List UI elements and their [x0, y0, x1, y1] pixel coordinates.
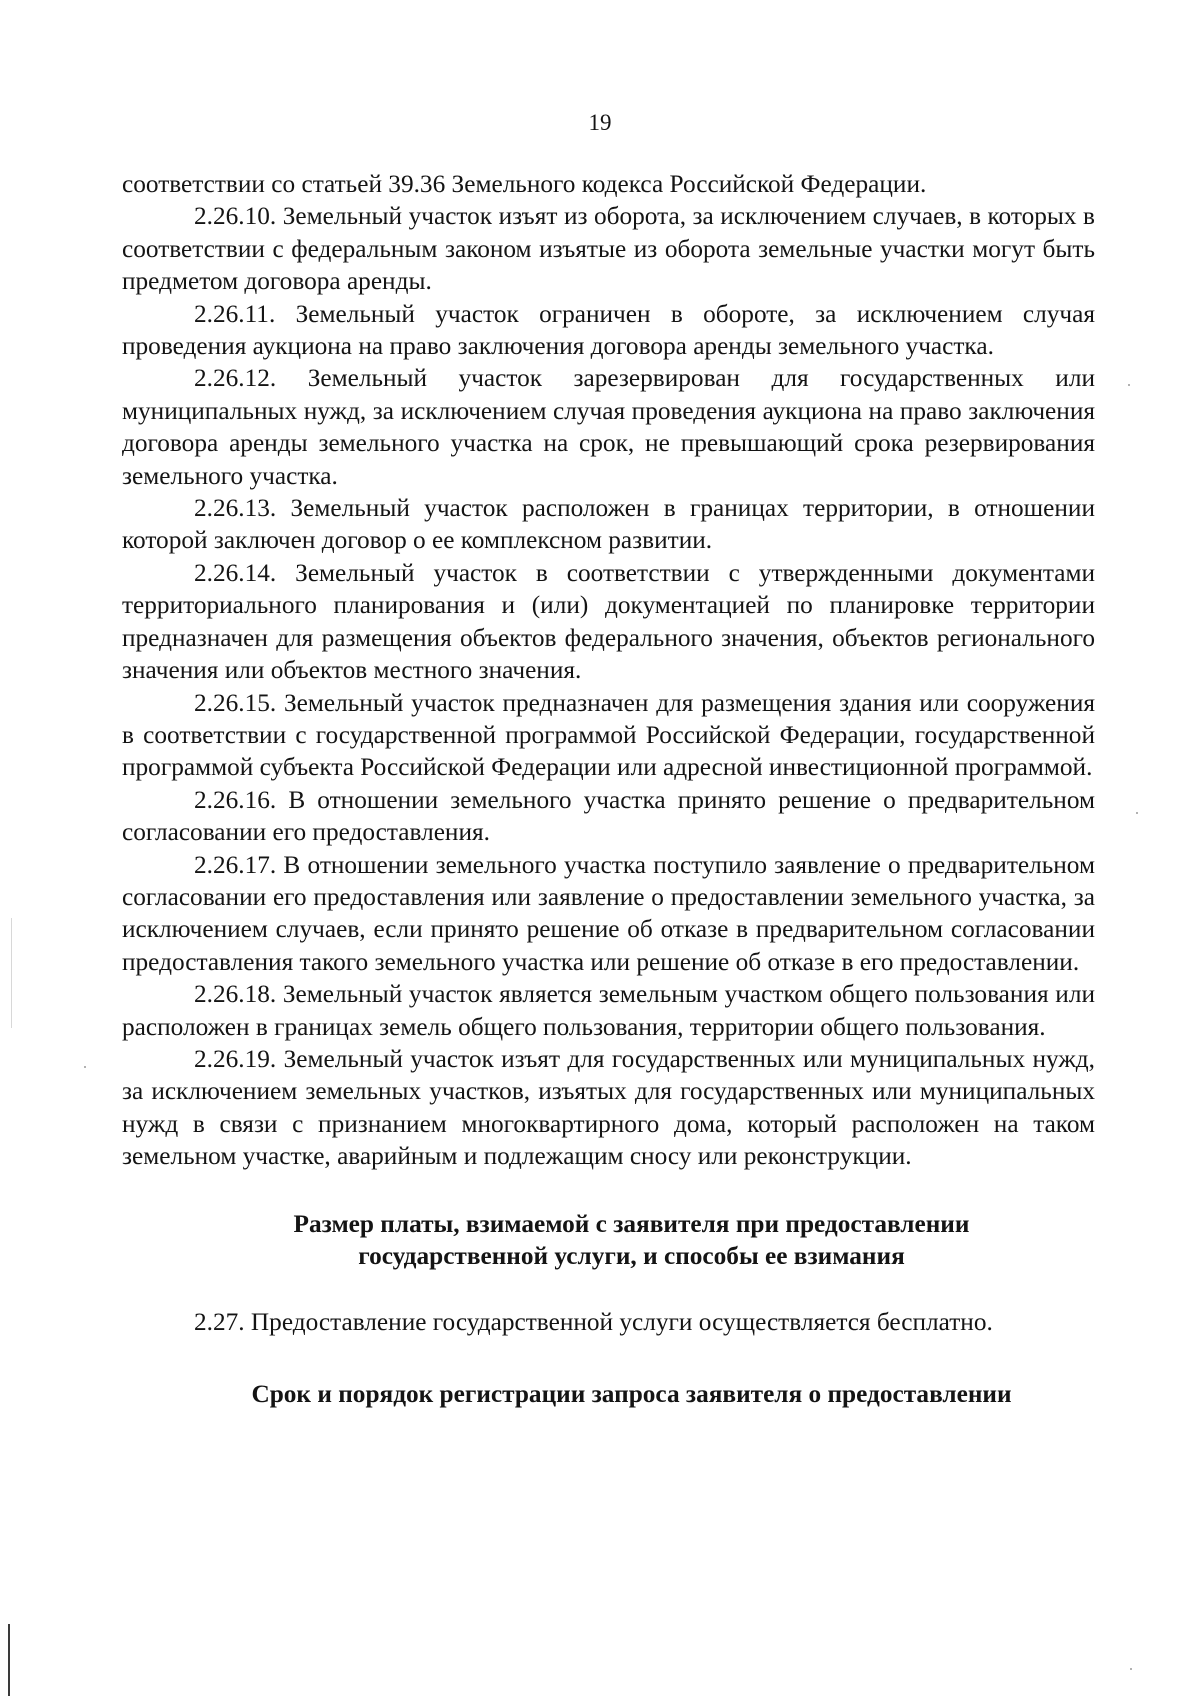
scan-speck: [1128, 384, 1130, 386]
paragraph-2-26-10: 2.26.10. Земельный участок изъят из оборота, за исключением случаев, в которых в соответствии с федеральным законом изъятые из оборота земельные участки могут быть предметом договора аренды.: [122, 202, 1095, 296]
scan-speck: [84, 1066, 86, 1068]
paragraph-continuation: соответствии со статьей 39.36 Земельного кодекса Российской Федерации.: [122, 170, 927, 198]
section-heading-fee: [122, 1208, 1095, 1273]
paragraph-2-27: 2.27. Предоставление государственной услуги осуществляется бесплатно.: [194, 1308, 993, 1337]
section-heading-fee-line-2: государственной услуги, и способы ее взимания: [358, 1242, 905, 1270]
section-heading-registration: [122, 1378, 1095, 1410]
section-heading-registration-line-1: Срок и порядок регистрации запроса заявителя о предоставлении: [251, 1379, 1012, 1408]
paragraph-2-26-18: 2.26.18. Земельный участок является земельным участком общего пользования или расположен в границах земель общего пользования, территории общего пользования.: [122, 980, 1095, 1041]
paragraph-2-26-14: 2.26.14. Земельный участок в соответствии с утвержденными документами территориального планирования и (или) документацией по планировке территории предназначен для размещения объектов федерального значения, объектов регионального значения или объектов местного значения.: [122, 558, 1095, 685]
paragraph-2-26-11: 2.26.11. Земельный участок ограничен в обороте, за исключением случая проведения аукциона на право заключения договора аренды земельного участка.: [122, 299, 1095, 361]
page-number: 19: [588, 110, 612, 135]
paragraph-2-26-12: 2.26.12. Земельный участок зарезервирован для государственных или муниципальных нужд, за исключением случая проведения аукциона на право заключения договора аренды земельного участка на срок, не превышающий срока резервирования земельного участка.: [122, 364, 1095, 490]
paragraph-2-26-16: 2.26.16. В отношении земельного участка принято решение о предварительном согласовании его предоставления.: [122, 785, 1095, 847]
scan-edge-mark-faint: [11, 918, 12, 1028]
paragraph-2-26-15: 2.26.15. Земельный участок предназначен для размещения здания или сооружения в соответствии с государственной программой Российской Федерации, государственной программой субъекта Российской Федерации или адресной инвестиционной программой.: [122, 688, 1095, 782]
scan-speck: [1136, 812, 1138, 814]
paragraph-2-26-17: 2.26.17. В отношении земельного участка поступило заявление о предварительном согласовании его предоставления или заявление о предоставлении земельного участка, за исключением случаев, если принято решение об отказе в предварительном согласовании предоставления такого земельного участка или решение об отказе в его предоставлении.: [122, 850, 1095, 976]
paragraph-2-26-13: 2.26.13. Земельный участок расположен в границах территории, в отношении которой заключен договор о ее комплексном развитии.: [122, 494, 1095, 555]
scan-speck: [1130, 1668, 1132, 1670]
scan-edge-mark: [8, 1624, 10, 1696]
section-heading-fee-line-1: Размер платы, взимаемой с заявителя при предоставлении: [293, 1209, 970, 1238]
paragraph-2-26-19: 2.26.19. Земельный участок изъят для государственных или муниципальных нужд, за исключением земельных участков, изъятых для государственных или муниципальных нужд в связи с признанием многоквартирного дома, который расположен на таком земельном участке, аварийным и подлежащим сносу или реконструкции.: [122, 1044, 1095, 1171]
document-body: [122, 168, 1095, 1410]
